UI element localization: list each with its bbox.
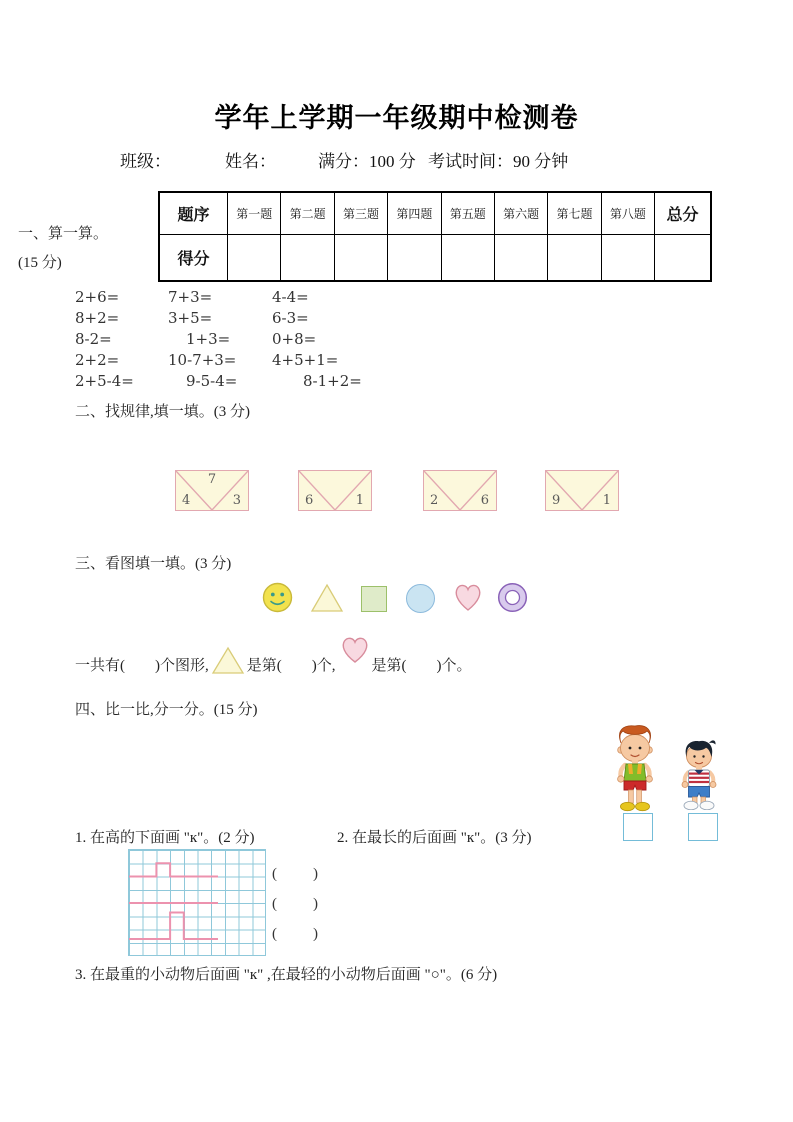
score-cell-empty [495, 235, 548, 280]
math-problem: 9-5-4= [186, 372, 238, 390]
question2-text: 2. 在最长的后面画 "к"。(3 分) [337, 830, 532, 846]
sentence-part1: 一共有( )个图形, [75, 658, 209, 674]
answer-parens-1: ( ) [272, 866, 320, 882]
triangle-icon [310, 583, 344, 613]
tall-boy-image [610, 722, 660, 812]
sentence-part3: 是第( )个。 [371, 658, 472, 674]
score-cell-empty [281, 235, 334, 280]
ring-icon [497, 582, 528, 613]
pattern-box [175, 470, 249, 511]
sentence-part2: 是第( )个, [246, 658, 336, 674]
pattern-number-right: 1 [355, 493, 364, 508]
triangle-icon [211, 646, 245, 675]
score-cell-empty [442, 235, 495, 280]
math-problem: 6-3= [272, 309, 309, 327]
score-cell-empty [602, 235, 655, 280]
pattern-box [423, 470, 497, 511]
question1-text: 1. 在高的下面画 "к"。(2 分) [75, 830, 255, 846]
math-problem: 2+6= [75, 288, 120, 306]
class-label: 班级： [120, 152, 171, 171]
section3-title: 三、看图填一填。(3 分) [75, 556, 232, 572]
score-table-header: 第三题 [335, 193, 388, 235]
answer-box-short-boy [688, 813, 718, 841]
math-problem: 4+5+1= [272, 351, 339, 369]
math-problem: 0+8= [272, 330, 317, 348]
pattern-number-right: 6 [480, 493, 489, 508]
page-title: 学年上学期一年级期中检测卷 [214, 103, 579, 133]
score-cell-empty [335, 235, 388, 280]
score-cell-empty [228, 235, 281, 280]
pattern-box [545, 470, 619, 511]
score-table-header: 第六题 [495, 193, 548, 235]
math-problem: 2+5-4= [75, 372, 134, 390]
square-icon [361, 586, 387, 612]
full-score-label: 满分：100 分 [318, 152, 416, 171]
pattern-box [298, 470, 372, 511]
score-table-header: 第五题 [442, 193, 495, 235]
math-problem: 1+3= [186, 330, 231, 348]
answer-parens-2: ( ) [272, 896, 320, 912]
section4-title: 四、比一比,分一分。(15 分) [75, 702, 258, 718]
score-row-label: 得分 [160, 235, 228, 280]
score-table-header: 第二题 [281, 193, 334, 235]
math-problem: 8+2= [75, 309, 120, 327]
section1-points: (15 分) [18, 255, 62, 271]
math-problem: 3+5= [168, 309, 213, 327]
score-table-header: 第一题 [228, 193, 281, 235]
pattern-number-left: 6 [305, 493, 314, 508]
math-problem: 8-2= [75, 330, 112, 348]
score-table-header: 第四题 [388, 193, 441, 235]
length-compare-grid [128, 849, 266, 956]
pink-path-lines [129, 850, 265, 955]
math-problem: 4-4= [272, 288, 309, 306]
smiley-face-icon [262, 582, 293, 613]
answer-box-tall-boy [623, 813, 653, 841]
section1-label: 一、算一算。 [18, 226, 109, 242]
math-problem: 10-7+3= [168, 351, 237, 369]
heart-icon [340, 635, 370, 665]
short-boy-image [676, 738, 722, 810]
math-problem: 7+3= [168, 288, 213, 306]
score-table-header: 第七题 [548, 193, 601, 235]
score-table-header: 总分 [655, 193, 710, 235]
math-problem: 8-1+2= [303, 372, 362, 390]
section2-title: 二、找规律,填一填。(3 分) [75, 404, 250, 420]
score-cell-empty [655, 235, 710, 280]
pattern-number-right: 3 [232, 493, 241, 508]
pattern-number-right: 1 [602, 493, 611, 508]
pattern-number-left: 2 [430, 493, 439, 508]
score-cell-empty [548, 235, 601, 280]
question3-text: 3. 在最重的小动物后面画 "к" ,在最轻的小动物后面画 "○"。(6 分) [75, 967, 498, 983]
score-table-header: 第八题 [602, 193, 655, 235]
pattern-number-left: 4 [182, 493, 191, 508]
score-table-header: 题序 [160, 193, 228, 235]
pattern-number-left: 9 [552, 493, 561, 508]
pattern-number-top: 7 [207, 472, 217, 487]
circle-icon [406, 584, 435, 613]
heart-icon [453, 582, 483, 613]
score-cell-empty [388, 235, 441, 280]
answer-parens-3: ( ) [272, 926, 320, 942]
score-table [158, 191, 712, 282]
name-label: 姓名： [225, 152, 276, 171]
math-problem: 2+2= [75, 351, 120, 369]
exam-time-label: 考试时间：90 分钟 [428, 152, 569, 171]
fill-in-sentence [75, 645, 472, 675]
